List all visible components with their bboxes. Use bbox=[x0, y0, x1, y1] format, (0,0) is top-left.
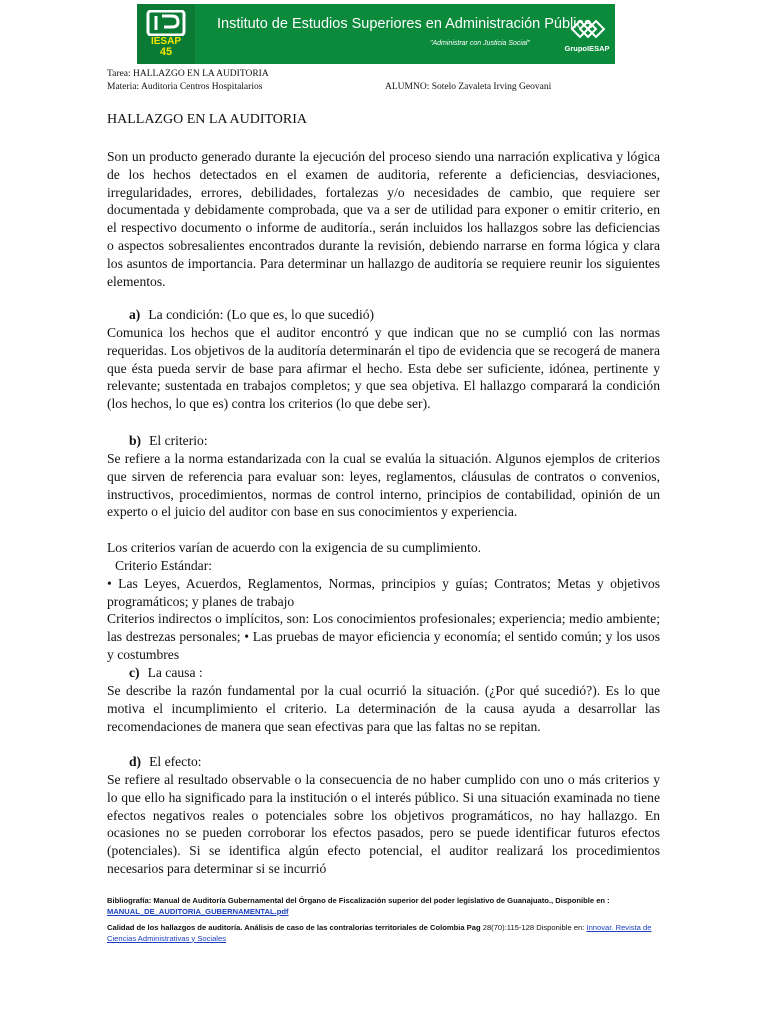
item-b-body: Se refiere a la norma estandarizada con la cual se evalúa la situación. Algunos ejemplos de criterios que sirven de referencia para evaluar son: leyes, reglamentos, cláusulas de contratos o convenios, instructivos, procedimientos, normas de control interno, principios de contabilidad, opinión de un experto o el juicio del auditor con base en sus conocimientos y experiencia. bbox=[107, 451, 660, 520]
standard-criteria-label: Criterio Estándar: bbox=[115, 558, 213, 573]
indirect-criteria-body: Criterios indirectos o implícitos, son: Los conocimientos profesionales; experiencia; medio ambiente; las destrezas personales; • Las pruebas de mayor eficiencia y economía; el sentido común; y los usos y costumbres bbox=[107, 611, 660, 662]
group-logo bbox=[559, 4, 615, 64]
item-a-heading bbox=[129, 306, 374, 324]
bibliography-ref-2-pages: 28(70):115-128 Disponible en: bbox=[482, 923, 587, 932]
item-b-heading bbox=[129, 432, 208, 450]
bibliography-ref-1-text: Manual de Auditoría Gubernamental del Órgano de Fiscalización superior del poder legislativo de Guanajuato., Disponible en : bbox=[151, 896, 610, 905]
group-name: GrupoIESAP bbox=[564, 43, 610, 53]
logo-years: 45 bbox=[159, 46, 173, 58]
manual-pdf-link[interactable]: MANUAL_DE_AUDITORIA_GUBERNAMENTAL.pdf bbox=[107, 906, 289, 916]
item-c-heading bbox=[129, 664, 203, 682]
item-a-title: La condición: (Lo que es, lo que sucedió) bbox=[148, 307, 375, 322]
item-c-letter: c) bbox=[129, 665, 140, 680]
item-b-extra-line: Los criterios varían de acuerdo con la exigencia de su cumplimiento. bbox=[107, 540, 482, 555]
bibliography-ref-1 bbox=[107, 896, 660, 917]
bibliography-label: Bibliografía: bbox=[107, 896, 152, 905]
document-title: HALLAZGO EN LA AUDITORIA bbox=[107, 112, 307, 127]
iesap-logo bbox=[137, 4, 195, 64]
iesap-logo-icon bbox=[146, 10, 186, 36]
subject-line: Materia: Auditoria Centros Hospitalarios bbox=[107, 82, 263, 92]
intro-paragraph: Son un producto generado durante la ejecución del proceso siendo una narración explicativa y lógica de los hechos detectados en el examen de auditoria, referente a deficiencias, desviaciones, irregularidades, errores, debilidades, fortalezas y/o necesidades de cambio, que requiere ser documentada y debidamente comprobada, que va a ser de utilidad para exponer o emitir criterio, en el respectivo documento o informe de auditoría., serán incluidos los hallazgos sobre las deficiencias o aspectos sobresalientes encontrados durante la revisión, debiendo narrarse en forma lógica y clara los asuntos de importancia. Para determinar un hallazgo de auditoría se requiere reunir los siguientes elementos. bbox=[107, 149, 660, 289]
institute-name: Instituto de Estudios Superiores en Administración Pública bbox=[217, 16, 592, 32]
institute-motto: "Administrar con Justicia Social" bbox=[430, 40, 530, 47]
item-d-letter: d) bbox=[129, 754, 142, 769]
bibliography-ref-2 bbox=[107, 923, 660, 944]
item-d-heading bbox=[129, 753, 202, 771]
task-line: Tarea: HALLAZGO EN LA AUDITORIA bbox=[107, 69, 269, 79]
item-b-letter: b) bbox=[129, 433, 142, 448]
bibliography-ref-2-text: Calidad de los hallazgos de auditoría. Análisis de caso de las contralorías territoriales de Colombia Pag bbox=[107, 923, 483, 932]
item-c-title: La causa : bbox=[147, 665, 203, 680]
standard-criteria-body: • Las Leyes, Acuerdos, Reglamentos, Normas, principios y guías; Contratos; Metas y objetivos programáticos; y planes de trabajo bbox=[107, 576, 660, 609]
innovar-link[interactable]: Innovar. Revista de Ciencias Administrativas y Sociales bbox=[107, 923, 652, 943]
item-a-body: Comunica los hechos que el auditor encontró y que indican que no se cumplió con las normas requeridas. Los objetivos de la auditoría determinarán el tipo de evidencia que se recogerá de manera que ésta pueda servir de base para afirmar el hecho. Esta debe ser suficiente, idónea, pertinente y relevante; sustentada en trabajos completos; y que sea objetiva. El hallazgo comparará la condición (los hechos, lo que es) contra los criterios (lo que debe ser). bbox=[107, 325, 660, 412]
logo-text: IESAP bbox=[150, 36, 181, 47]
item-c-body: Se describe la razón fundamental por la cual ocurrió la situación. (¿Por qué sucedió?). Es lo que motiva el incumplimiento el criterio. La determinación de la causa ayuda a desarrollar las recomendaciones de manera que sean efectivas para que las faltas no se repitan. bbox=[107, 683, 660, 734]
header-banner bbox=[137, 4, 615, 64]
item-b-title: El criterio: bbox=[149, 433, 208, 448]
item-d-body: Se refiere al resultado observable o la consecuencia de no haber cumplido con uno o más criterios y lo que ello ha significado para la institución o el interés público. Si una situación examinada no tiene efectos negativos reales o potenciales sobre los objetivos programáticos, no hay hallazgo. En ocasiones no se pueden corroborar los efectos pasados, pero se puede identificar futuros efectos (potenciales). Si se identifica algún efecto potencial, el auditor realizará los procedimientos necesarios para determinar si se incurrió bbox=[107, 772, 660, 876]
student-line: ALUMNO: Sotelo Zavaleta Irving Geovani bbox=[385, 82, 552, 92]
item-d-title: El efecto: bbox=[149, 754, 202, 769]
item-a-letter: a) bbox=[129, 307, 141, 322]
